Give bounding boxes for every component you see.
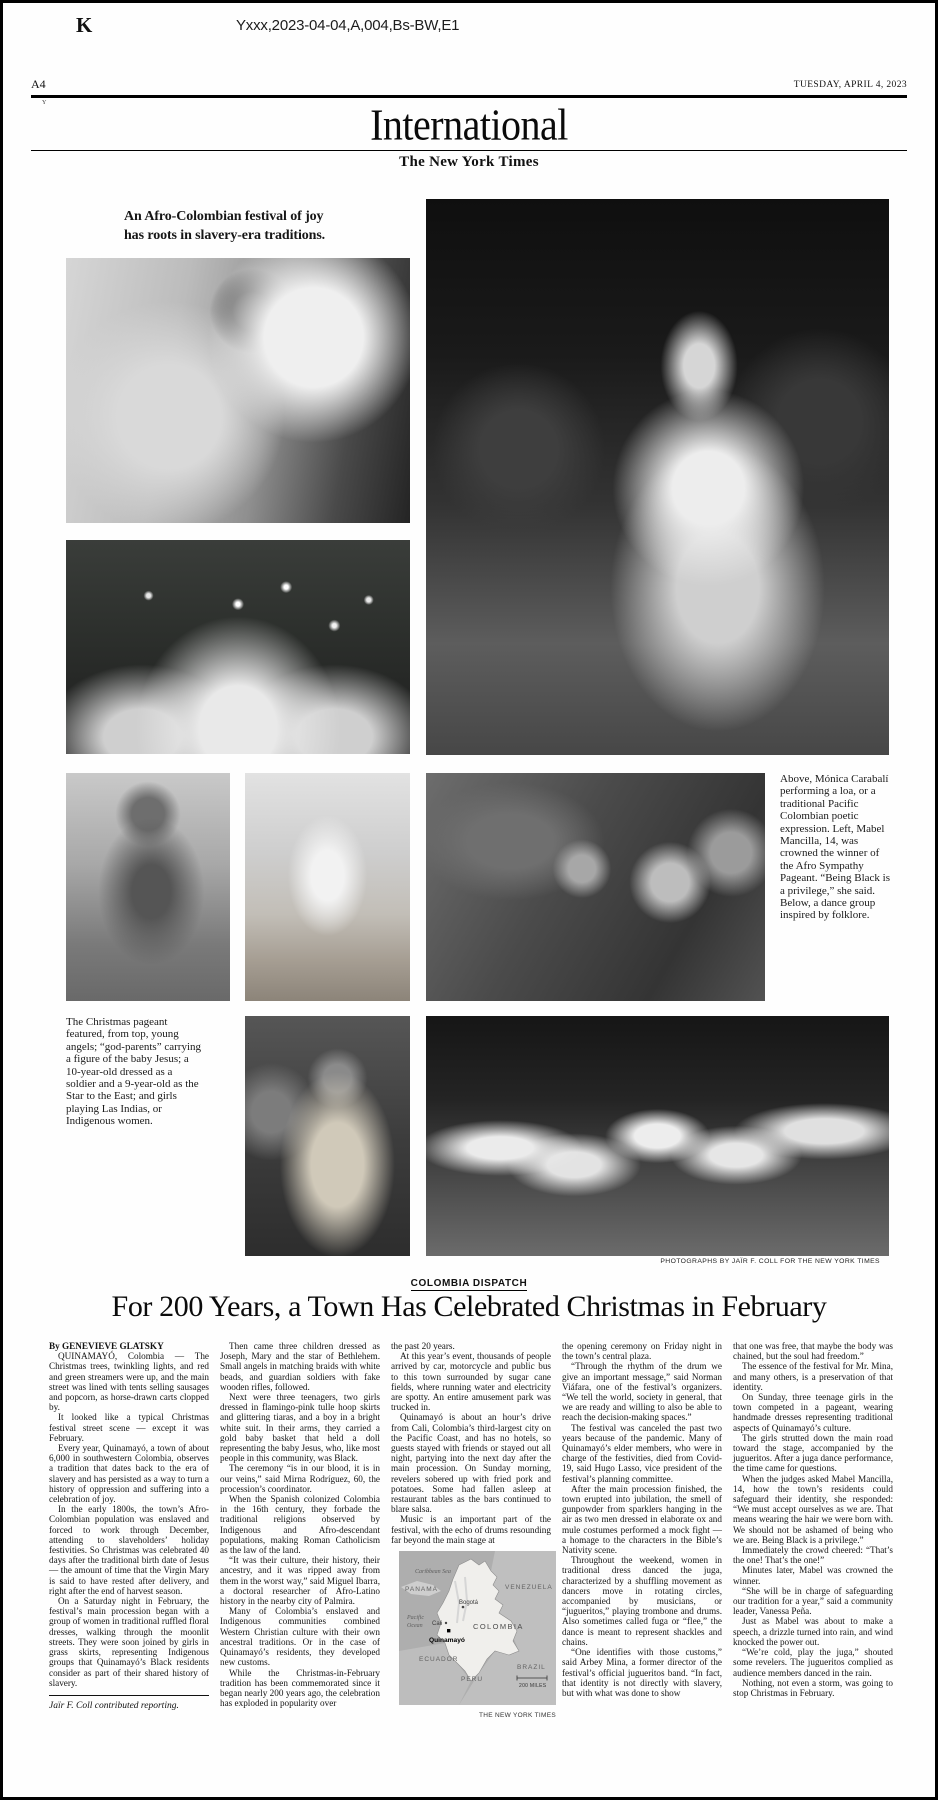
article-paragraph: Next were three teenagers, two girls dressed in flamingo-pink tulle hoop skirts and glittering tiaras, and a boy in a bright white suit. In their arms, they carried a gold baby basket that held a doll representing the baby Jesus, who, like most people in this community, was Black.	[220, 1392, 380, 1464]
map-label-bogota: Bogotá	[459, 1600, 479, 1607]
article-paragraph: “She will be in charge of safeguarding our tradition for a year,” said a community leader, Vanessa Peña.	[733, 1585, 893, 1617]
map-label-caribbean-sea: Caribbean Sea	[415, 1569, 451, 1576]
map-label-cali: Cali	[432, 1621, 443, 1628]
contributor-note: Jaïr F. Coll contributed reporting.	[49, 1695, 209, 1711]
map-marker-cali	[445, 1622, 447, 1624]
article-paragraph: QUINAMAYÓ, Colombia — The Christmas trees, twinkling lights, and red and green streamers were up, and the main street was lined with tents selling sausages and popcorn, as horse-drawn carts clopped by.	[49, 1351, 209, 1413]
article-paragraph: It looked like a typical Christmas festival street scene — except it was February.	[49, 1412, 209, 1443]
article-paragraph: When the Spanish colonized Colombia in the 16th century, they forbade the traditional religions observed by Indigenous and Afro-descendant populations, making Roman Catholicism as the law of the land.	[220, 1494, 380, 1556]
article-column-5	[733, 1341, 893, 1719]
article-paragraph: The essence of the festival for Mr. Mina, and many others, is a preservation of that identity.	[733, 1361, 893, 1392]
article-column-1	[49, 1341, 209, 1719]
article-paragraph: the past 20 years.	[391, 1341, 455, 1351]
article-paragraph: Many of Colombia’s enslaved and Indigenous communities combined Western Christian culture with their own ancestral traditions. Or in the case of Quinamayó’s residents, they developed new customs.	[220, 1606, 380, 1668]
headline: For 200 Years, a Town Has Celebrated Christmas in February	[111, 1290, 827, 1323]
photo-credit: PHOTOGRAPHS BY JAÏR F. COLL FOR THE NEW YORK TIMES	[660, 1258, 880, 1265]
photo-dance-group-folklore	[426, 1016, 889, 1256]
article-paragraph: Music is an important part of the festival, with the echo of drums resounding far beyond the main stage at	[391, 1514, 551, 1545]
map-label-ecuador: ECUADOR	[419, 1656, 459, 1664]
article-paragraph: “It was their culture, their history, their ancestry, and it was ripped away from them in the worst way,” said Miguel Ibarra, a doctoral researcher of Afro-Latino history in the nearby city of Palmira.	[220, 1555, 380, 1607]
map-label-colombia: COLOMBIA	[473, 1622, 524, 1632]
article-column-3	[391, 1341, 556, 1720]
map-label-quinamayo: Quinamayó	[429, 1637, 465, 1645]
article-paragraph: At this year’s event, thousands of people arrived by car, motorcycle and public bus to this town surrounded by sugar cane fields, where running water and electricity are spotty. An entire amusement park was trucked in.	[391, 1351, 551, 1413]
caption-right: Above, Mónica Carabalí performing a loa, or a traditional Pacific Colombian poetic expression. Left, Mabel Mancilla, 14, was crowned the winner of the Afro Sympathy Pageant. “Being Black is a privilege,” she said. Below, a dance group inspired by folklore.	[780, 773, 890, 922]
edition-mark: K	[76, 13, 93, 37]
article-paragraph: “Through the rhythm of the drum we give an important message,” said Norman Viáfara, one of the festival’s organizers. “We tell the world, society in general, that we are ready and willing to also be able to reach the decision-making spaces.”	[562, 1361, 722, 1423]
section-rule	[31, 150, 907, 151]
map-marker-bogota	[462, 1606, 465, 1609]
colombia-locator-map	[399, 1551, 556, 1719]
page-number: A4	[31, 77, 46, 91]
photo-boy-soldier	[66, 773, 230, 1001]
article-paragraph: “We’re cold, play the juga,” shouted some revelers. The jugueritos complied as audience members danced in the rain.	[733, 1647, 893, 1678]
scan-folio-line: Yxxx,2023-04-04,A,004,Bs-BW,E1	[236, 17, 460, 34]
article-paragraph: Throughout the weekend, women in traditional dress danced the juga, characterized by a shuffling movement as dancers move in rotating circles, accompanied by musicians, or “jugueritos,” playing trombone and drums. Also sometimes called fuga or “flee,” the dance is meant to represent shackles and chains.	[562, 1555, 722, 1647]
map-label-peru: PERU	[461, 1676, 484, 1684]
article-paragraph: Every year, Quinamayó, a town of about 6,000 in southwestern Colombia, observes a tradition that dates back to the era of slavery and has persisted as a way to turn a history of oppression and suffering into a celebration of joy.	[49, 1443, 209, 1505]
article-paragraph: The ceremony “is in our blood, it is in our veins,” said Mirna Rodríguez, 60, the procession’s coordinator.	[220, 1463, 380, 1494]
article-paragraph: On Sunday, three teenage girls in the town competed in a pageant, wearing handmade dresses representing traditional aspects of Quinamayó’s culture.	[733, 1392, 893, 1433]
photo-mabel-mancilla-crowned	[426, 773, 765, 1001]
map-label-pacific-line2: Ocean	[407, 1623, 423, 1630]
map-label-brazil: BRAZIL	[517, 1664, 546, 1672]
page-date: TUESDAY, APRIL 4, 2023	[793, 80, 907, 90]
map-credit: THE NEW YORK TIMES	[478, 1712, 556, 1720]
feature-intro	[124, 207, 384, 245]
article-paragraph: Then came three children dressed as Joseph, Mary and the star of Bethlehem. Small angels in matching braids with white beads, and guardian soldiers with fake wooden rifles, followed.	[220, 1341, 380, 1392]
article-paragraph: The festival was canceled the past two years because of the pandemic. Many of Quinamayó’s elder members, who were in charge of the festivities, died from Covid-19, said Hugo Lasso, vice president of the festival’s planning committee.	[562, 1422, 722, 1484]
map-marker-quinamayo	[447, 1629, 450, 1632]
feature-intro-line1: An Afro-Colombian festival of joy	[124, 209, 324, 224]
article-paragraph: that one was free, that maybe the body was chained, but the soul had freedom.”	[733, 1341, 893, 1362]
article-paragraph: “One identifies with those customs,” said Arbey Mina, a former director of the festival’s official jugueritos band. “In fact, that identity is not directly with slavery, but with what was done to show	[562, 1647, 722, 1698]
caption-left: The Christmas pageant featured, from top, young angels; “god-parents” carrying a figure of the baby Jesus; a 10-year-old dressed as a soldier and a 9-year-old as the Star to the East; and girls playing Las Indias, or Indigenous women.	[66, 1016, 201, 1128]
photo-young-angels	[66, 258, 410, 523]
article-paragraph: On a Saturday night in February, the festival’s main procession began with a group of women in traditional ruffled floral dresses, walking through the moonlit streets. They were soon joined by girls in grass skirts, representing Indigenous groups that Quinamayó’s Black residents consider as part of their shared history of slavery.	[49, 1596, 209, 1688]
article-paragraph: When the judges asked Mabel Mancilla, 14, how the town’s residents could safeguard their identity, she responded: “We must accept ourselves as we are. That means wearing the hair we were born with. We should not be ashamed of being who we are. Being Black is a privilege.”	[733, 1473, 893, 1545]
photo-las-indias-dancer	[245, 1016, 410, 1256]
section-title: International	[370, 99, 568, 150]
article-paragraph: While the Christmas-in-February tradition has been commemorated since it began nearly 200 years ago, the celebration has exploded in popularity over	[220, 1667, 380, 1709]
photo-monica-carabali-performing	[426, 199, 889, 755]
corner-mark: Y	[42, 100, 47, 106]
photo-star-of-east-child	[245, 773, 410, 1001]
byline: By GENEVIEVE GLATSKY	[49, 1341, 164, 1351]
feature-intro-line2: has roots in slavery-era traditions.	[124, 228, 326, 243]
article-paragraph: the opening ceremony on Friday night in the town’s central plaza.	[562, 1341, 722, 1362]
map-label-panama: PANAMA	[405, 1586, 438, 1594]
article-column-4	[562, 1341, 722, 1719]
map-scale-label: 200 MILES	[519, 1683, 547, 1690]
map-label-pacific-line1: Pacific	[407, 1615, 424, 1622]
nyt-masthead: The New York Times	[399, 154, 539, 170]
article-paragraph: After the main procession finished, the town erupted into jubilation, the smell of gunpowder from sparklers hanging in the air as two men dressed in elaborate ox and mule costumes performed a mock fight — a homage to the characters in the Bible’s Nativity scene.	[562, 1483, 722, 1556]
article-paragraph: Immediately the crowd cheered: “That’s the one! That’s the one!”	[733, 1545, 893, 1566]
article-paragraph: Nothing, not even a storm, was going to stop Christmas in February.	[733, 1677, 893, 1698]
kicker: COLOMBIA DISPATCH	[410, 1278, 528, 1289]
article-paragraph: Minutes later, Mabel was crowned the winner.	[733, 1565, 893, 1586]
article-paragraph: In the early 1800s, the town’s Afro-Colombian population was enslaved and forced to work through December, attending to slaveholders’ holiday festivities. So Christmas was celebrated 40 days after the traditional birth date of Jesus — the amount of time that the Virgin Mary is said to have rested after delivery, and right after the end of harvest season.	[49, 1504, 209, 1596]
article-paragraph: Quinamayó is about an hour’s drive from Cali, Colombia’s third-largest city on the Pacific Coast, and has no hotels, so guests stayed with friends or stayed out all night, partying into the next day after the main procession. On Sunday morning, revelers sobered up with fried pork and potatoes. Some had fallen asleep at restaurant tables as the bars continued to blare salsa.	[391, 1412, 551, 1515]
article-paragraph: Just as Mabel was about to make a speech, a drizzle turned into rain, and wind knocked the power out.	[733, 1616, 893, 1647]
article-paragraph: The girls strutted down the main road toward the stage, accompanied by the jugueritos. After a juga dance performance, the time came for questions.	[733, 1432, 893, 1474]
article-column-2	[220, 1341, 380, 1719]
article-body	[49, 1341, 895, 1719]
photo-godparents-procession	[66, 540, 410, 754]
map-label-venezuela: VENEZUELA	[505, 1584, 553, 1592]
kicker-row	[3, 1273, 935, 1291]
